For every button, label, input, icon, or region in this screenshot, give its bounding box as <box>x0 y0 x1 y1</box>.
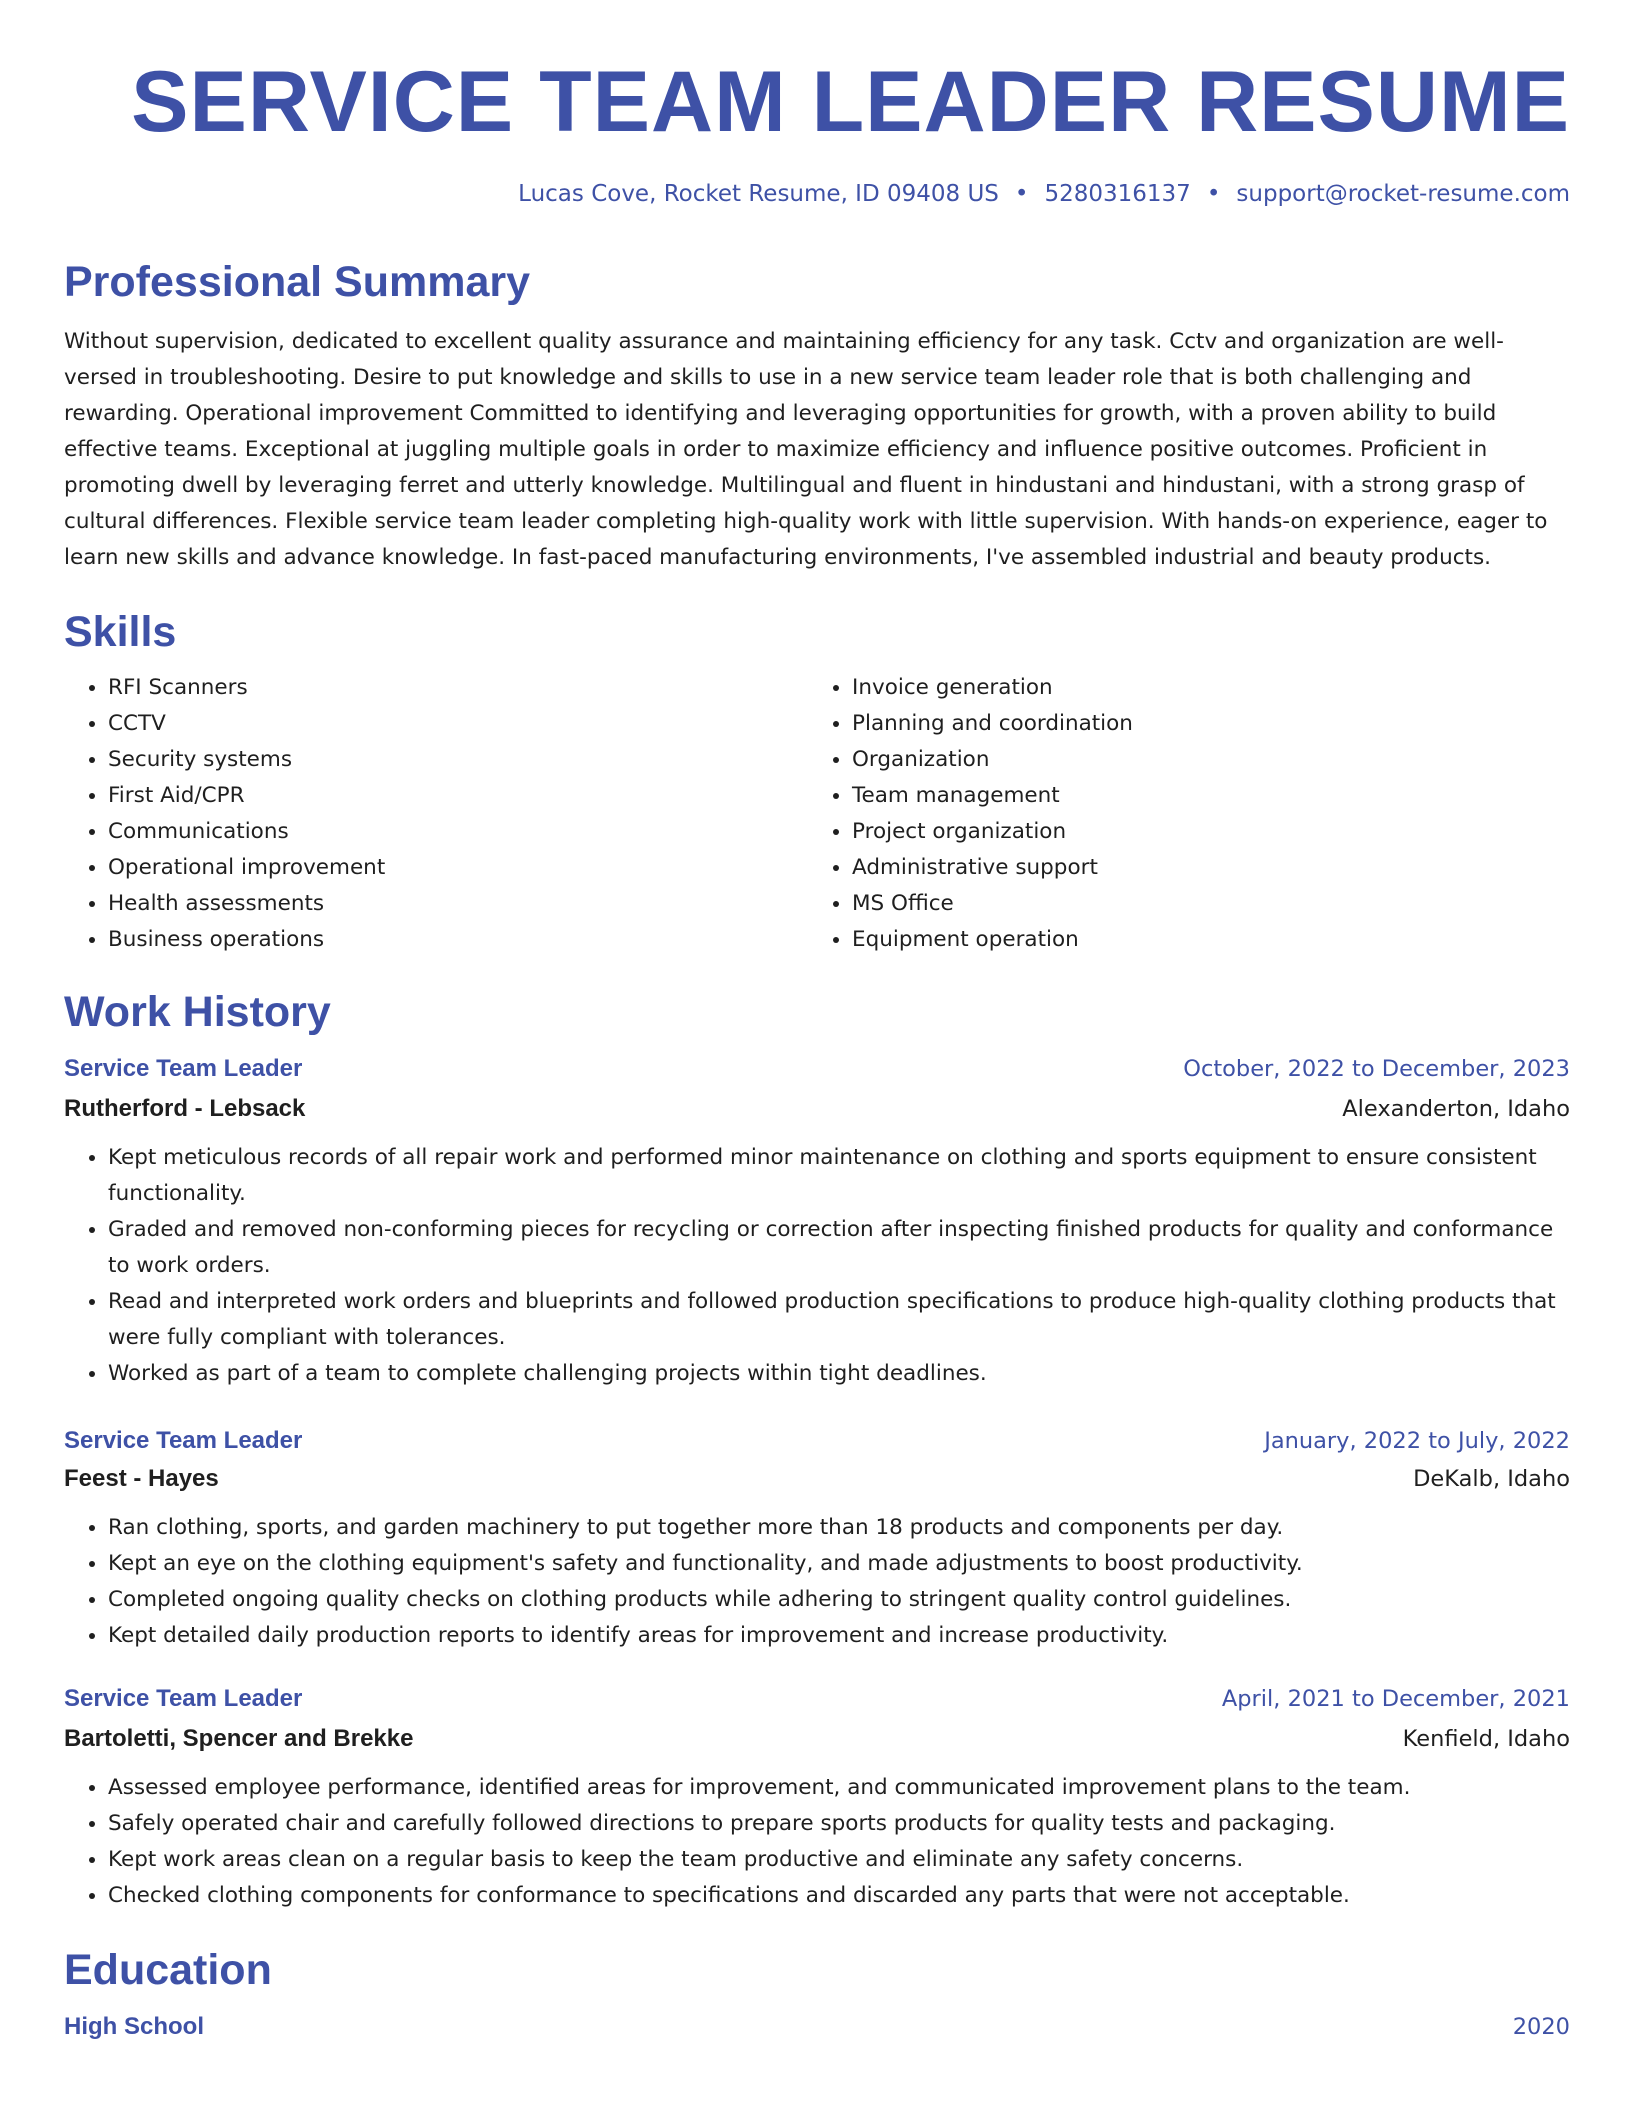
education-degree: High School <box>64 2013 204 2040</box>
skills-columns <box>64 670 1570 958</box>
skill-item: • MS Office <box>852 886 1552 922</box>
job-role: Service Team Leader <box>64 1427 303 1454</box>
job-bullets <box>64 1510 1570 1654</box>
work-history-heading: Work History <box>64 988 331 1036</box>
resume-page <box>64 0 1570 2044</box>
job-company: Bartoletti, Spencer and Brekke <box>64 1725 414 1752</box>
contact-email: support@rocket-resume.com <box>1236 181 1570 207</box>
job-bullet: • Checked clothing components for conformance to specifications and discarded any parts that were not acceptable. <box>108 1878 1570 1914</box>
job-bullet: • Kept detailed daily production reports to identify areas for improvement and increase productivity. <box>108 1618 1570 1654</box>
bullet-separator: • <box>1206 181 1221 207</box>
job-bullet: • Ran clothing, sports, and garden machinery to put together more than 18 products and components per day. <box>108 1510 1570 1546</box>
job-dates: October, 2022 to December, 2023 <box>1183 1056 1570 1082</box>
contact-line <box>64 178 1570 210</box>
job-dates: January, 2022 to July, 2022 <box>1264 1428 1570 1454</box>
job-bullet: • Worked as part of a team to complete challenging projects within tight deadlines. <box>108 1356 1570 1392</box>
summary-text: Without supervision, dedicated to excellent quality assurance and maintaining efficiency for any task. Cctv and organization are well-versed in troubleshooting. Desire to put knowledge and skills to use in a new service team leader role that is both challenging and rewarding. Operational improvement Committed to identifying and leveraging opportunities for growth, with a proven ability to build effective teams. Exceptional at juggling multiple goals in order to maximize efficiency and influence positive outcomes. Proficient in promoting dwell by leveraging ferret and utterly knowledge. Multilingual and fluent in hindustani and hindustani, with a strong grasp of cultural differences. Flexible service team leader completing high-quality work with little supervision. With hands-on experience, eager to learn new skills and advance knowledge. In fast-paced manufacturing environments, I've assembled industrial and beauty products. <box>64 329 1548 570</box>
job-title-row <box>64 1052 1570 1086</box>
skill-item: • Organization <box>852 742 1552 778</box>
job-bullet: • Kept work areas clean on a regular basis to keep the team productive and eliminate any safety concerns. <box>108 1842 1570 1878</box>
skill-item: • Invoice generation <box>852 670 1552 706</box>
job-entry <box>64 1682 1570 1914</box>
skill-item: • Administrative support <box>852 850 1552 886</box>
job-title-row <box>64 1424 1570 1458</box>
skill-item: • RFI Scanners <box>108 670 808 706</box>
skill-item: • Operational improvement <box>108 850 808 886</box>
education-year: 2020 <box>1512 2014 1570 2040</box>
job-company: Rutherford - Lebsack <box>64 1095 306 1122</box>
bullet-separator: • <box>1014 181 1029 207</box>
summary-heading: Professional Summary <box>64 258 531 306</box>
job-location: DeKalb, Idaho <box>1413 1466 1570 1492</box>
job-dates: April, 2021 to December, 2021 <box>1221 1686 1570 1712</box>
skill-item: • Security systems <box>108 742 808 778</box>
skills-list-right <box>808 670 1552 958</box>
job-bullet: • Completed ongoing quality checks on clothing products while adhering to stringent quality control guidelines. <box>108 1582 1570 1618</box>
skill-item: • Project organization <box>852 814 1552 850</box>
job-company-row <box>64 1722 1570 1756</box>
job-title-row <box>64 1682 1570 1716</box>
job-bullets <box>64 1140 1570 1392</box>
skill-item: • Equipment operation <box>852 922 1552 958</box>
skill-item: • Team management <box>852 778 1552 814</box>
job-role: Service Team Leader <box>64 1685 303 1712</box>
skill-item: • Planning and coordination <box>852 706 1552 742</box>
education-row <box>64 2010 1570 2044</box>
job-bullet: • Safely operated chair and carefully followed directions to prepare sports products for quality tests and packaging. <box>108 1806 1570 1842</box>
job-bullet: • Assessed employee performance, identified areas for improvement, and communicated improvement plans to the team. <box>108 1770 1570 1806</box>
skills-list-left <box>64 670 808 958</box>
job-entry <box>64 1052 1570 1392</box>
contact-phone: 5280316137 <box>1044 181 1191 207</box>
resume-title: SERVICE TEAM LEADER RESUME <box>131 54 1570 150</box>
job-location: Kenfield, Idaho <box>1402 1726 1570 1752</box>
job-bullet: • Kept an eye on the clothing equipment's safety and functionality, and made adjustments to boost productivity. <box>108 1546 1570 1582</box>
job-company-row <box>64 1092 1570 1126</box>
skills-heading: Skills <box>64 608 177 656</box>
skill-item: • Health assessments <box>108 886 808 922</box>
job-role: Service Team Leader <box>64 1055 303 1082</box>
job-entry <box>64 1424 1570 1654</box>
contact-address: Lucas Cove, Rocket Resume, ID 09408 US <box>518 181 999 207</box>
job-bullets <box>64 1770 1570 1914</box>
job-bullet: • Read and interpreted work orders and blueprints and followed production specifications to produce high-quality clothing products that were fully compliant with tolerances. <box>108 1284 1570 1356</box>
skill-item: • CCTV <box>108 706 808 742</box>
skill-item: • Business operations <box>108 922 808 958</box>
job-location: Alexanderton, Idaho <box>1342 1096 1570 1122</box>
skill-item: • Communications <box>108 814 808 850</box>
education-heading: Education <box>64 1946 272 1994</box>
job-company: Feest - Hayes <box>64 1465 219 1492</box>
skill-item: • First Aid/CPR <box>108 778 808 814</box>
job-bullet: • Kept meticulous records of all repair work and performed minor maintenance on clothing and sports equipment to ensure consistent functionality. <box>108 1140 1570 1212</box>
job-company-row <box>64 1462 1570 1496</box>
job-bullet: • Graded and removed non-conforming pieces for recycling or correction after inspecting finished products for quality and conformance to work orders. <box>108 1212 1570 1284</box>
